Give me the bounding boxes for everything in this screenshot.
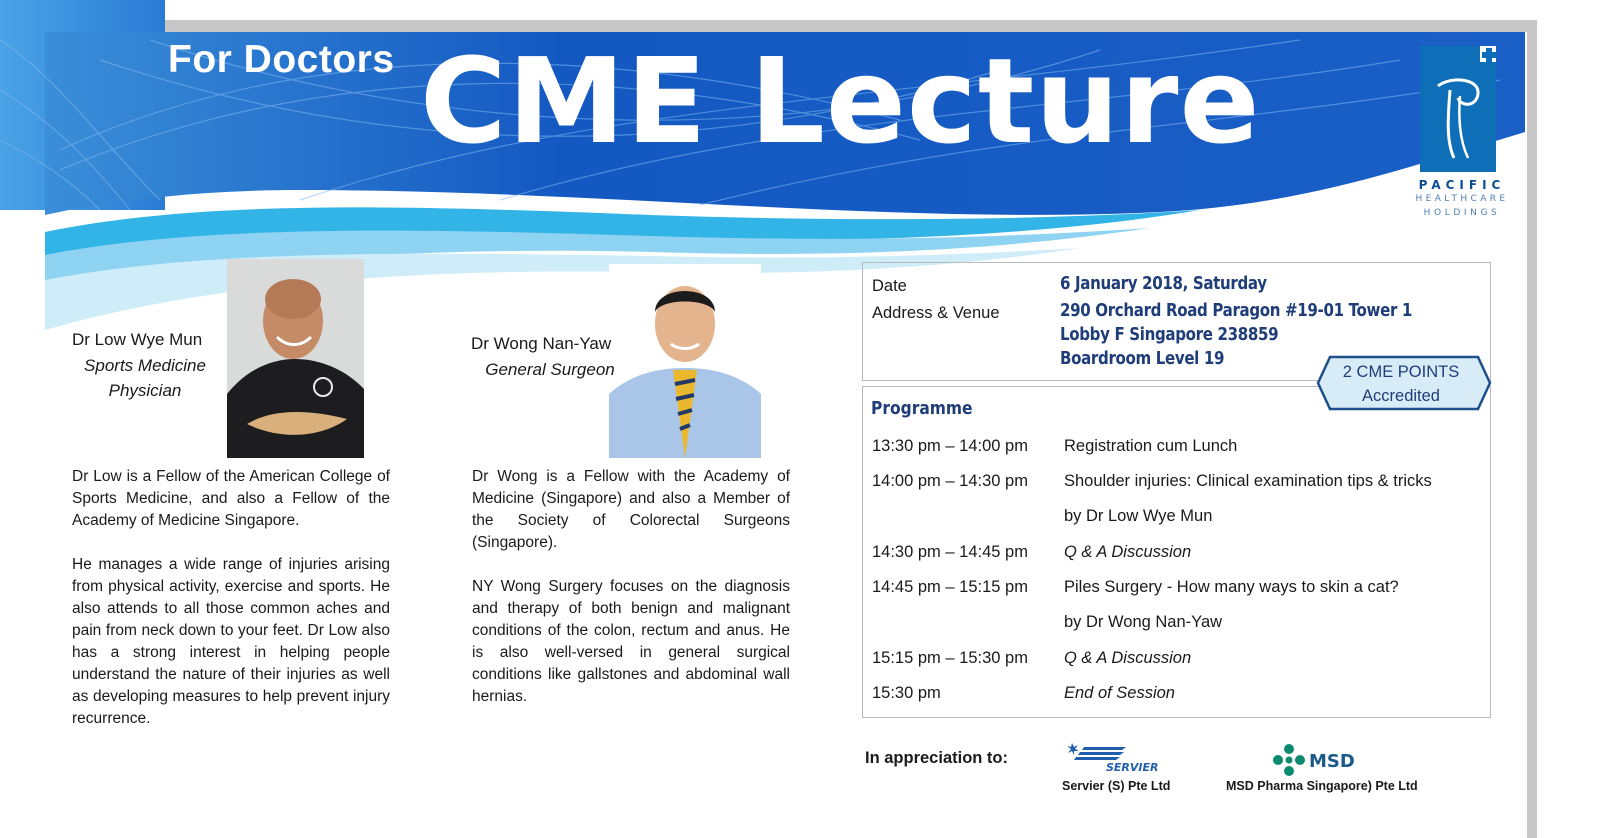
msd-company-name: MSD Pharma Singapore) Pte Ltd [1226,779,1418,793]
servier-logo-icon [1066,741,1158,773]
msd-logo-text: MSD [1309,751,1355,772]
programme-desc: End of Session [1064,684,1175,702]
doctor-specialty-low [60,353,230,403]
programme-desc: by Dr Low Wye Mun [1064,507,1213,525]
doctor-specialty-wong: General Surgeon [485,360,615,379]
for-doctors-heading: For Doctors [168,38,395,81]
programme-time: 13:30 pm – 14:00 pm [872,437,1028,455]
appreciation-label: In appreciation to: [865,749,1009,767]
doctor-bio-low [72,466,390,730]
msd-logo-icon [1273,743,1363,777]
programme-time: 14:30 pm – 14:45 pm [872,543,1028,561]
bio-wong-paragraph-1: Dr Wong is a Fellow with the Academy of Medicine (Singapore) and also a Member of the Society of Colorectal Surgeons (Singapore). [472,468,790,551]
venue-line-1: 290 Orchard Road Paragon #19-01 Tower 1 [1060,301,1413,321]
doctor-photo-low [227,259,364,458]
logo-line-2: HEALTHCARE [1415,194,1509,204]
cme-points-line-1: 2 CME POINTS [1342,363,1460,381]
doctor-specialty-low-line1: Sports Medicine [84,356,206,375]
doctor-name-wong: Dr Wong Nan-Yaw [471,334,612,353]
logo-line-1: PACIFIC [1418,178,1506,192]
programme-desc: by Dr Wong Nan-Yaw [1064,613,1223,631]
logo-line-3: HOLDINGS [1423,208,1501,218]
pacific-healthcare-logo [1414,42,1510,222]
pacific-healthcare-logo-icon [1420,46,1496,172]
programme-desc: Shoulder injuries: Clinical examination tips & tricks [1064,472,1432,490]
bio-wong-paragraph-2: NY Wong Surgery focuses on the diagnosis and therapy of both benign and malignant conditions of the colon, rectum and anus. He is also well-versed in general surgical conditions like gallstones and abdominal wall hernias. [472,578,790,705]
bio-low-paragraph-2: He manages a wide range of injuries arising from physical activity, exercise and sports. He also attends to all those common aches and pain from neck down to your feet. Dr Low also has a strong interest in helping people understand the nature of their injuries as well as developing measures to help prevent injury recurrence. [72,556,390,727]
programme-time: 14:45 pm – 15:15 pm [872,578,1028,596]
doctor-specialty-low-line2: Physician [108,381,182,400]
date-label: Date [872,277,907,295]
venue-line-2: Lobby F Singapore 238859 [1060,325,1279,345]
programme-time: 15:15 pm – 15:30 pm [872,649,1028,667]
programme-time: 15:30 pm [872,684,941,702]
venue-label: Address & Venue [872,304,1000,322]
doctor-name-low: Dr Low Wye Mun [72,330,203,349]
programme-desc: Piles Surgery - How many ways to skin a cat? [1064,578,1399,596]
programme-time: 14:00 pm – 14:30 pm [872,472,1028,490]
bio-low-paragraph-1: Dr Low is a Fellow of the American College of Sports Medicine, and also a Fellow of the Academy of Medicine Singapore. [72,468,390,529]
doctor-bio-wong [472,466,790,708]
servier-logo-text: SERVIER [1106,761,1158,773]
servier-company-name: Servier (S) Pte Ltd [1062,779,1171,793]
cme-points-badge-text [1316,360,1486,408]
programme-desc: Q & A Discussion [1064,543,1192,561]
cme-points-line-2: Accredited [1362,387,1440,405]
programme-desc: Registration cum Lunch [1064,437,1238,455]
date-value: 6 January 2018, Saturday [1060,274,1267,294]
page-title: CME Lecture [420,32,1261,170]
programme-desc: Q & A Discussion [1064,649,1192,667]
venue-line-3: Boardroom Level 19 [1060,349,1225,369]
programme-title: Programme [871,398,973,419]
